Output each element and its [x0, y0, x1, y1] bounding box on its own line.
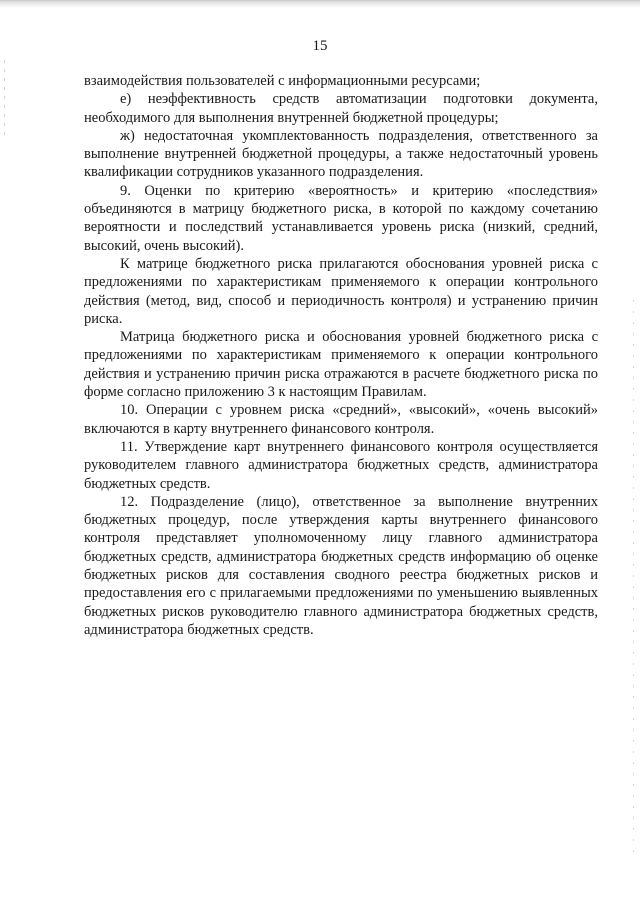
paragraph-risk-matrix-justification: К матрице бюджетного риска прилагаются обоснования уровней риска с предложениями по характеристикам применяемого к операции контрольного действия (метод, вид, способ и периодичность контроля) и устранению причин риска.: [84, 255, 598, 327]
page-number: 15: [312, 38, 328, 54]
paragraph-clause-10: 10. Операции с уровнем риска «средний», «высокий», «очень высокий» включаются в карту внутреннего финансового контроля.: [84, 402, 598, 437]
paragraph-item-e: е) неэффективность средств автоматизации подготовки документа, необходимого для выполнения внутренней бюджетной процедуры;: [84, 91, 598, 126]
paragraph-continuation: взаимодействия пользователей с информационными ресурсами;: [84, 73, 481, 89]
paragraph-item-zh: ж) недостаточная укомплектованность подразделения, ответственного за выполнение внутренней бюджетной процедуры, а также недостаточный уровень квалификации сотрудников указанного подразделения.: [84, 127, 598, 181]
paragraph-clause-9: 9. Оценки по критерию «вероятность» и критерию «последствия» объединяются в матрицу бюджетного риска, в которой по каждому сочетанию вероятности и последствий устанавливается уровень риска (низкий, средний, высокий, очень высокий).: [84, 182, 598, 254]
document-body: [84, 72, 598, 639]
paragraph-clause-11: 11. Утверждение карт внутреннего финансового контроля осуществляется руководителем главного администратора бюджетных средств, администратора бюджетных средств.: [84, 438, 598, 492]
paragraph-clause-12: 12. Подразделение (лицо), ответственное за выполнение внутренних бюджетных процедур, после утверждения карты внутреннего финансового контроля представляет уполномоченному лицу главного администратора бюджетных средств, администратора бюджетных средств информацию об оценке бюджетных рисков для составления сводного реестра бюджетных рисков и предоставления его с прилагаемыми предложениями по уменьшению выявленных бюджетных рисков руководителю главного администратора бюджетных средств, администратора бюджетных средств.: [84, 493, 598, 638]
scan-top-edge: [0, 0, 640, 8]
scan-right-edge: [633, 300, 634, 860]
scan-left-edge: [4, 60, 5, 140]
paragraph-risk-calculation: Матрица бюджетного риска и обоснования уровней бюджетного риска с предложениями по характеристикам применяемого к операции контрольного действия и устранению причин риска отражаются в расчете бюджетного риска по форме согласно приложению 3 к настоящим Правилам.: [84, 329, 598, 401]
